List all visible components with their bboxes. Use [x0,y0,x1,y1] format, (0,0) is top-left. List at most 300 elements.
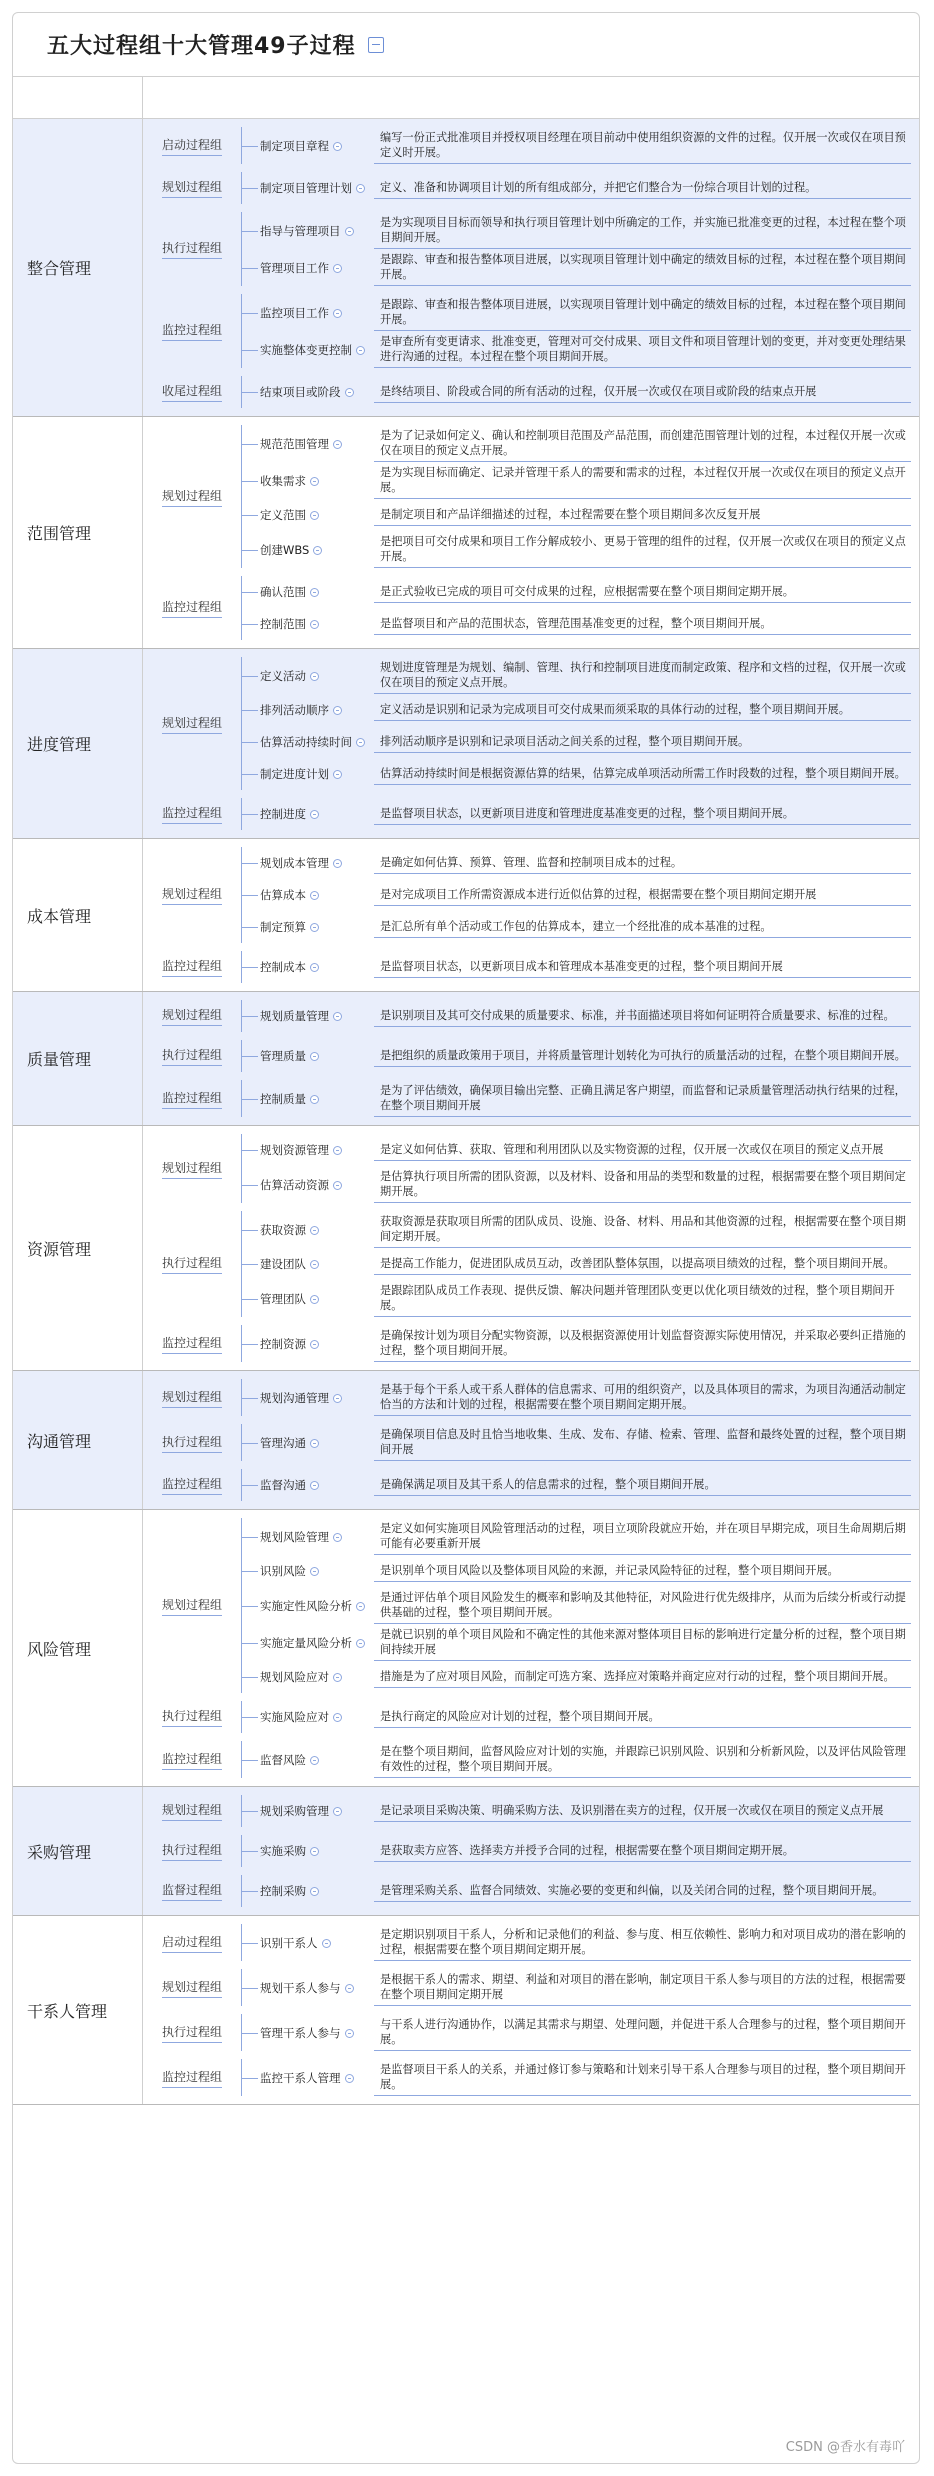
process-name [242,1435,374,1451]
process-group [143,1737,911,1782]
process-name [242,305,374,321]
process-group-text: 启动过程组 [162,136,222,156]
process-group [143,1207,911,1321]
process-group-text: 规划过程组 [162,885,222,905]
process-item[interactable] [242,462,911,499]
process-item[interactable] [242,951,911,983]
process-name [242,223,374,239]
collapse-icon[interactable] [310,672,319,681]
process-group-label [143,947,241,987]
process-description: 是为了记录如何定义、确认和控制项目范围及产品范围，而创建范围管理计划的过程，本过程仅开展一次或仅在项目的预定义点开展。 [374,425,911,462]
collapse-icon[interactable] [333,142,342,151]
process-description: 是汇总所有单个活动或工作包的估算成本，建立一个经批准的成本基准的过程。 [374,916,911,938]
process-name [242,887,374,903]
process-groups [143,1787,919,1915]
process-group [143,1130,911,1207]
process-description: 是把组织的质量政策用于项目，并将质量管理计划转化为可执行的质量活动的过程，在整个项目期间开展。 [374,1045,911,1067]
process-group [143,1321,911,1366]
collapse-icon[interactable] [333,1673,342,1682]
process-group-text: 执行过程组 [162,1841,222,1861]
process-name-text: 监控干系人管理 [260,2070,341,2085]
collapse-icon[interactable] [345,1984,354,1993]
process-item[interactable] [242,1040,911,1072]
process-description: 是根据干系人的需求、期望、利益和对项目的潜在影响，制定项目干系人参与项目的方法的过程，根据需要在整个项目期间定期开展 [374,1969,911,2006]
process-group-label [143,1831,241,1871]
process-group [143,1831,911,1871]
process-name [242,1336,374,1352]
process-item[interactable] [242,1424,911,1461]
process-group-text: 规划过程组 [162,1388,222,1408]
process-group [143,208,911,290]
process-name [242,260,374,276]
process-group-label [143,1965,241,2010]
collapse-icon[interactable] [356,346,365,355]
process-name [242,1477,374,1493]
knowledge-area-row [13,1371,919,1510]
collapse-icon[interactable] [333,1394,342,1403]
process-description: 是提高工作能力，促进团队成员互动，改善团队整体氛围，以提高项目绩效的过程，整个项目期间开展。 [374,1253,911,1275]
collapse-icon[interactable] [310,1481,319,1490]
process-item[interactable] [242,1741,911,1778]
process-list [241,172,911,204]
process-item[interactable] [242,657,911,694]
process-name-text: 管理干系人参与 [260,2025,341,2040]
collapse-icon[interactable] [310,1340,319,1349]
process-name-text: 规划风险应对 [260,1670,329,1684]
process-name-text: 规划质量管理 [260,1009,329,1023]
process-group [143,1420,911,1465]
process-list [241,425,911,568]
process-group-label [143,290,241,372]
collapse-icon[interactable] [345,2074,354,2083]
knowledge-area-name: 干系人管理 [13,1916,143,2104]
process-name-text: 创建WBS [260,542,310,557]
collapse-icon[interactable] [310,620,319,629]
process-list [241,798,911,830]
process-description: 是终结项目、阶段或合同的所有活动的过程，仅开展一次或仅在项目或阶段的结束点开展 [374,381,911,403]
collapse-icon[interactable] [333,264,342,273]
collapse-icon[interactable] [356,738,365,747]
process-name-text: 确认范围 [260,585,306,599]
knowledge-areas-table [13,119,919,2105]
collapse-icon[interactable] [333,706,342,715]
collapse-icon[interactable] [333,1012,342,1021]
process-list [241,1424,911,1461]
collapse-icon[interactable] [333,309,342,318]
process-groups [143,119,919,416]
process-group-text: 监督过程组 [162,1881,222,1901]
page-title: 五大过程组十大管理49子过程 [47,34,356,59]
process-group-label [143,1737,241,1782]
process-description: 是通过评估单个项目风险发生的概率和影响及其他特征，对风险进行优先级排序，从而为后续分析或行动提供基础的过程，整个项目期间开展。 [374,1587,911,1624]
process-item[interactable] [242,1518,911,1555]
process-description: 是在整个项目期间，监督风险应对计划的实施，并跟踪已识别风险、识别和分析新风险，以及评估风险管理有效性的过程，整个项目期间开展。 [374,1741,911,1778]
process-list [241,1469,911,1501]
collapse-icon[interactable] [333,440,342,449]
process-description: 是估算执行项目所需的团队资源，以及材料、设备和用品的类型和数量的过程，根据需要在整个项目期间定期开展。 [374,1166,911,1203]
process-item[interactable] [242,1555,911,1587]
collapse-icon[interactable] [333,1181,342,1190]
process-item[interactable] [242,1969,911,2006]
process-item[interactable] [242,1587,911,1624]
process-list [241,951,911,983]
process-name-text: 规划采购管理 [260,1804,329,1818]
process-item[interactable] [242,1000,911,1032]
process-name-text: 控制成本 [260,960,306,974]
process-item[interactable] [242,2059,911,2096]
process-item[interactable] [242,1166,911,1203]
process-description: 是为实现项目目标而领导和执行项目管理计划中所确定的工作，并实施已批准变更的过程，本过程在整个项目期间开展。 [374,212,911,249]
collapse-icon[interactable] [345,227,354,236]
process-group-label [143,168,241,208]
process-description: 与干系人进行沟通协作，以满足其需求与期望、处理问题，并促进干系人合理参与的过程，整个项目期间开展。 [374,2014,911,2051]
process-description: 是确定如何估算、预算、管理、监督和控制项目成本的过程。 [374,852,911,874]
process-item[interactable] [242,847,911,879]
collapse-icon[interactable] [322,1939,331,1948]
process-list [241,1795,911,1827]
process-item[interactable] [242,1924,911,1961]
process-group [143,1920,911,1965]
process-name-text: 控制采购 [260,1884,306,1898]
collapse-icon[interactable] [333,859,342,868]
process-group [143,653,911,794]
process-group-label [143,421,241,572]
collapse-icon[interactable] [313,546,322,555]
process-name-text: 结束项目或阶段 [260,385,341,399]
process-group-label [143,2055,241,2100]
process-group-label [143,1375,241,1420]
process-item[interactable] [242,758,911,790]
process-item[interactable] [242,1248,911,1280]
process-name [242,1091,374,1107]
process-item[interactable] [242,127,911,164]
process-name [242,1669,374,1685]
collapse-icon[interactable] [356,1639,365,1648]
process-name-text: 管理项目工作 [260,260,329,275]
collapse-icon[interactable] [333,770,342,779]
process-name [242,384,374,400]
process-list [241,1518,911,1693]
process-description: 是确保项目信息及时且恰当地收集、生成、发布、存储、检索、管理、监督和最终处置的过程，整个项目期间开展 [374,1424,911,1461]
process-list [241,1924,911,1961]
collapse-icon[interactable] [310,1260,319,1269]
process-name-text: 监督风险 [260,1752,306,1767]
process-description: 是定义如何估算、获取、管理和利用团队以及实物资源的过程，仅开展一次或仅在项目的预定义点开展 [374,1139,911,1161]
process-group-text: 规划过程组 [162,714,222,734]
process-item[interactable] [242,1835,911,1867]
process-list [241,1040,911,1072]
process-item[interactable] [242,1795,911,1827]
process-list [241,1000,911,1032]
process-name [242,1803,374,1819]
process-item[interactable] [242,1134,911,1166]
collapse-icon[interactable] [310,1847,319,1856]
process-item[interactable] [242,1701,911,1733]
process-item[interactable] [242,331,911,368]
process-description: 是为实现目标而确定、记录并管理干系人的需要和需求的过程，本过程仅开展一次或仅在项目的预定义点开展。 [374,462,911,499]
collapse-icon[interactable] [333,1807,342,1816]
process-item[interactable] [242,212,911,249]
process-item[interactable] [242,1875,911,1907]
process-group [143,372,911,412]
knowledge-area-row [13,839,919,992]
process-name-text: 控制范围 [260,617,306,631]
process-item[interactable] [242,608,911,640]
collapse-icon[interactable] [345,2029,354,2038]
process-description: 措施是为了应对项目风险，而制定可选方案、选择应对策略并商定应对行动的过程，整个项目期间开展。 [374,1666,911,1688]
process-group [143,168,911,208]
process-group-text: 执行过程组 [162,239,222,259]
process-group [143,843,911,947]
process-group-text: 执行过程组 [162,1433,222,1453]
process-item[interactable] [242,499,911,531]
collapse-icon[interactable] [310,891,319,900]
process-list [241,2059,911,2096]
process-description: 是跟踪、审查和报告整体项目进展，以实现项目管理计划中确定的绩效目标的过程，本过程在整个项目期间开展。 [374,249,911,286]
process-group-text: 监控过程组 [162,598,222,618]
process-name [242,734,374,750]
process-group-text: 执行过程组 [162,1707,222,1727]
process-name-text: 实施采购 [260,1844,306,1858]
process-description: 是记录项目采购决策、明确采购方法、及识别潜在卖方的过程，仅开展一次或仅在项目的预定义点开展 [374,1800,911,1822]
process-group [143,123,911,168]
process-group-label [143,372,241,412]
process-group-text: 规划过程组 [162,1596,222,1616]
process-name [242,1598,374,1614]
collapse-icon[interactable] [310,1226,319,1235]
process-group [143,1465,911,1505]
process-group [143,1514,911,1697]
process-item[interactable] [242,2014,911,2051]
knowledge-area-row [13,992,919,1126]
process-group [143,572,911,644]
process-name [242,1256,374,1272]
process-name-text: 估算活动持续时间 [260,735,352,749]
process-name [242,1635,374,1651]
process-name-text: 实施定量风险分析 [260,1635,352,1650]
table-header [13,77,919,119]
process-group-label [143,123,241,168]
process-group [143,2055,911,2100]
process-description: 定义活动是识别和记录为完成项目可交付成果而须采取的具体行动的过程，整个项目期间开展。 [374,699,911,721]
process-group [143,290,911,372]
process-group-label [143,1514,241,1697]
knowledge-area-row [13,1787,919,1916]
process-group [143,1871,911,1911]
process-name-text: 监督沟通 [260,1478,306,1492]
process-description: 是识别项目及其可交付成果的质量要求、标准，并书面描述项目将如何证明符合质量要求、标准的过程。 [374,1005,911,1027]
process-description: 是监督项目状态，以更新项目成本和管理成本基准变更的过程，整个项目期间开展 [374,956,911,978]
collapse-icon[interactable] [310,1095,319,1104]
process-group-text: 启动过程组 [162,1933,222,1953]
process-name-text: 规划风险管理 [260,1529,329,1544]
process-name [242,1048,374,1064]
process-item[interactable] [242,911,911,943]
process-group-label [143,1697,241,1737]
process-description: 是确保满足项目及其干系人的信息需求的过程，整个项目期间开展。 [374,1474,911,1496]
process-group-text: 监控过程组 [162,321,222,341]
collapse-icon[interactable] [310,963,319,972]
process-name-text: 规划资源管理 [260,1143,329,1157]
process-name [242,1390,374,1406]
process-group-text: 执行过程组 [162,1046,222,1066]
collapse-icon[interactable] [310,477,319,486]
process-name [242,1883,374,1899]
process-name [242,1222,374,1238]
collapse-icon[interactable] [310,923,319,932]
knowledge-area-name: 整合管理 [13,119,143,416]
process-name-text: 估算成本 [260,888,306,902]
process-name [242,806,374,822]
process-list [241,1080,911,1117]
process-name [242,1935,374,1951]
process-name [242,342,374,358]
process-group-text: 监控过程组 [162,1334,222,1354]
process-group-text: 监控过程组 [162,1089,222,1109]
process-name [242,855,374,871]
process-name-text: 排列活动顺序 [260,703,329,717]
process-name [242,1709,374,1725]
process-item[interactable] [242,694,911,726]
process-group [143,996,911,1036]
process-group-label [143,1321,241,1366]
process-group [143,1375,911,1420]
process-item[interactable] [242,1280,911,1317]
collapse-icon[interactable] [310,1052,319,1061]
collapse-icon[interactable] [333,1713,342,1722]
process-name [242,1752,374,1768]
process-list [241,657,911,790]
process-description: 是识别单个项目风险以及整体项目风险的来源，并记录风险特征的过程，整个项目期间开展。 [374,1560,911,1582]
process-group-text: 执行过程组 [162,2023,222,2043]
process-description: 是就已识别的单个项目风险和不确定性的其他来源对整体项目目标的影响进行定量分析的过程，整个项目期间持续开展 [374,1624,911,1661]
process-description: 是把项目可交付成果和项目工作分解成较小、更易于管理的组件的过程，仅开展一次或仅在项目的预定义点开展。 [374,531,911,568]
process-list [241,376,911,408]
collapse-icon[interactable] [310,588,319,597]
note-icon[interactable] [368,37,384,53]
process-list [241,212,911,286]
collapse-icon[interactable] [310,1887,319,1896]
collapse-icon[interactable] [333,1146,342,1155]
collapse-icon[interactable] [310,511,319,520]
process-group [143,2010,911,2055]
process-name [242,2025,374,2041]
process-name-text: 控制质量 [260,1091,306,1106]
process-list [241,847,911,943]
collapse-icon[interactable] [310,1295,319,1304]
process-description: 是对完成项目工作所需资源成本进行近似估算的过程，根据需要在整个项目期间定期开展 [374,884,911,906]
process-name-text: 控制进度 [260,807,306,821]
process-description: 是为了评估绩效，确保项目输出完整、正确且满足客户期望，而监督和记录质量管理活动执行结果的过程，在整个项目期间开展 [374,1080,911,1117]
process-groups [143,1916,919,2104]
collapse-icon[interactable] [310,810,319,819]
knowledge-area-name: 沟通管理 [13,1371,143,1509]
process-name-text: 规划成本管理 [260,856,329,870]
process-list [241,1211,911,1317]
process-description: 获取资源是获取项目所需的团队成员、设施、设备、材料、用品和其他资源的过程，根据需要在整个项目期间定期开展。 [374,1211,911,1248]
process-group-label [143,1207,241,1321]
process-item[interactable] [242,376,911,408]
collapse-icon[interactable] [310,1567,319,1576]
process-name [242,180,374,196]
process-description: 排列活动顺序是识别和记录项目活动之间关系的过程，整个项目期间开展。 [374,731,911,753]
process-item[interactable] [242,172,911,204]
process-item[interactable] [242,879,911,911]
process-name-text: 建设团队 [260,1257,306,1271]
process-item[interactable] [242,576,911,608]
process-item[interactable] [242,1379,911,1416]
process-groups [143,417,919,648]
collapse-icon[interactable] [356,1602,365,1611]
process-description: 是监督项目和产品的范围状态，管理范围基准变更的过程，整个项目期间开展。 [374,613,911,635]
process-name [242,2070,374,2086]
process-item[interactable] [242,1325,911,1362]
knowledge-area-row [13,417,919,649]
process-groups [143,839,919,991]
knowledge-area-name: 范围管理 [13,417,143,648]
collapse-icon[interactable] [333,1533,342,1542]
process-item[interactable] [242,531,911,568]
process-item[interactable] [242,249,911,286]
process-group-text: 收尾过程组 [162,382,222,402]
process-group-text: 规划过程组 [162,1801,222,1821]
process-group-text: 监控过程组 [162,1750,222,1770]
process-name [242,584,374,600]
process-list [241,1969,911,2006]
process-item[interactable] [242,294,911,331]
process-description: 定义、准备和协调项目计划的所有组成部分，并把它们整合为一份综合项目计划的过程。 [374,177,911,199]
process-group-text: 规划过程组 [162,1159,222,1179]
collapse-icon[interactable] [345,388,354,397]
process-item[interactable] [242,1211,911,1248]
collapse-icon[interactable] [356,184,365,193]
collapse-icon[interactable] [310,1756,319,1765]
process-group-label [143,843,241,947]
process-description: 是跟踪团队成员工作表现、提供反馈、解决问题并管理团队变更以优化项目绩效的过程，整个项目期间开展。 [374,1280,911,1317]
knowledge-area-name: 质量管理 [13,992,143,1125]
process-item[interactable] [242,798,911,830]
process-group [143,1036,911,1076]
process-item[interactable] [242,1469,911,1501]
process-group-label [143,1130,241,1207]
process-group-text: 规划过程组 [162,1978,222,1998]
knowledge-area-row [13,1126,919,1371]
process-name [242,436,374,452]
process-name [242,766,374,782]
process-name [242,1529,374,1545]
process-name-text: 收集需求 [260,473,306,488]
process-name [242,507,374,523]
process-group-label [143,1036,241,1076]
collapse-icon[interactable] [310,1439,319,1448]
process-item[interactable] [242,1624,911,1661]
process-description: 是确保按计划为项目分配实物资源，以及根据资源使用计划监督资源实际使用情况，并采取必要纠正措施的过程，整个项目期间开展。 [374,1325,911,1362]
process-item[interactable] [242,425,911,462]
process-name-text: 指导与管理项目 [260,223,341,238]
process-name [242,1291,374,1307]
process-group-text: 监控过程组 [162,1475,222,1495]
process-description: 是审查所有变更请求、批准变更，管理对可交付成果、项目文件和项目管理计划的变更，并对变更处理结果进行沟通的过程。本过程在整个项目期间开展。 [374,331,911,368]
process-group-text: 规划过程组 [162,487,222,507]
process-item[interactable] [242,1080,911,1117]
knowledge-area-row [13,649,919,839]
process-item[interactable] [242,726,911,758]
process-group-text: 监控过程组 [162,804,222,824]
process-group-label [143,1076,241,1121]
process-group [143,1791,911,1831]
process-description: 是监督项目干系人的关系，并通过修订参与策略和计划来引导干系人合理参与项目的过程，整个项目期间开展。 [374,2059,911,2096]
process-item[interactable] [242,1661,911,1693]
